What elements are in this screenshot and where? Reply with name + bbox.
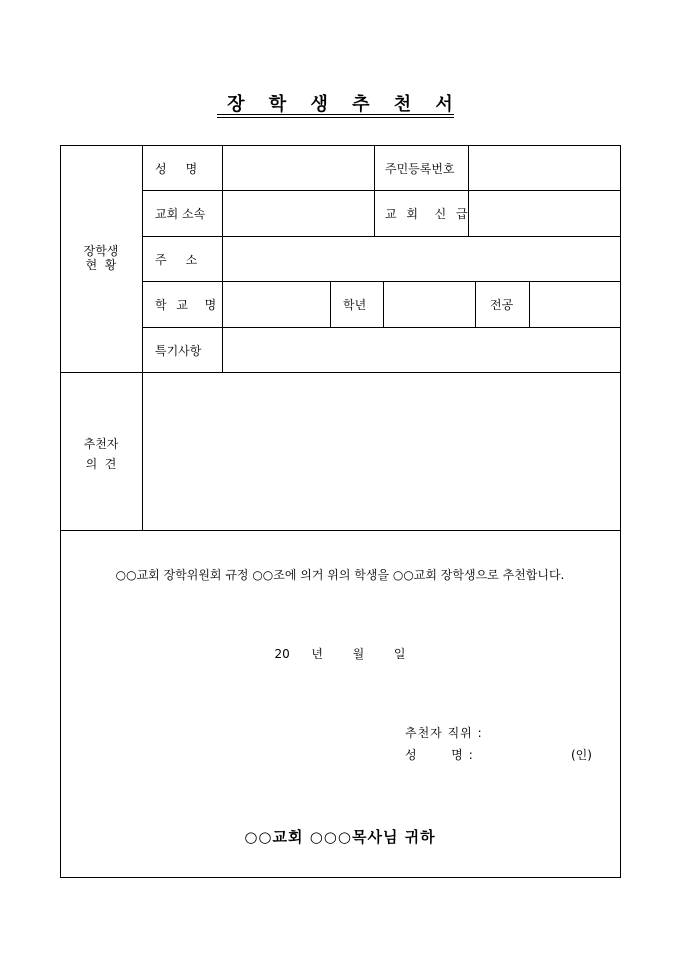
address-field[interactable] xyxy=(223,237,620,281)
major-field[interactable] xyxy=(530,282,620,327)
opinion-field[interactable] xyxy=(143,373,620,530)
resident-id-label: 주민등록번호 xyxy=(385,162,455,176)
recommender-position-label: 추천자 직위 : xyxy=(405,726,483,740)
date-year-unit: 년 xyxy=(311,647,324,661)
church-label: 교회 소속 xyxy=(155,207,206,221)
church-level-field[interactable] xyxy=(469,191,620,236)
resident-id-field[interactable] xyxy=(469,146,620,190)
name-field[interactable] xyxy=(223,146,373,190)
church-level-label: 교 회 신 급 xyxy=(385,207,471,221)
major-label: 전공 xyxy=(490,298,514,312)
opinion-label-line1: 추천자 xyxy=(83,437,119,451)
school-field[interactable] xyxy=(223,282,329,327)
title-underline-bottom xyxy=(217,117,454,118)
recommendation-statement: ○○교회 장학위원회 규정 ○○조에 의거 위의 학생을 ○○교회 장학생으로 추천합니다. xyxy=(115,568,565,582)
student-section-label xyxy=(60,244,142,272)
school-label: 학 교 명 xyxy=(155,298,220,312)
name-label: 성 명 xyxy=(155,162,198,176)
seal-mark: (인) xyxy=(571,748,592,762)
date-day-unit: 일 xyxy=(393,647,406,661)
document-title: 장 학 생 추 천 서 xyxy=(227,94,462,115)
notes-label: 특기사항 xyxy=(155,344,202,358)
date-year: 20 xyxy=(274,647,290,661)
column-divider xyxy=(374,145,375,236)
title-underline-top xyxy=(217,114,454,115)
section-divider xyxy=(60,530,621,531)
church-field[interactable] xyxy=(223,191,373,236)
notes-field[interactable] xyxy=(223,328,620,372)
grade-label: 학년 xyxy=(343,298,367,312)
date-line xyxy=(0,645,680,662)
address-label: 주 소 xyxy=(155,253,198,267)
opinion-section-label xyxy=(60,434,142,474)
column-divider xyxy=(475,281,476,327)
date-month-unit: 월 xyxy=(352,647,365,661)
student-label-line1: 장학생 xyxy=(83,244,119,258)
recommender-name-label: 성 명 : xyxy=(405,748,474,762)
column-divider xyxy=(330,281,331,327)
opinion-label-line2: 의 견 xyxy=(85,457,117,471)
addressee: ○○교회 ○○○목사님 귀하 xyxy=(244,828,436,846)
student-label-line2: 현 황 xyxy=(85,258,117,272)
grade-field[interactable] xyxy=(384,282,474,327)
